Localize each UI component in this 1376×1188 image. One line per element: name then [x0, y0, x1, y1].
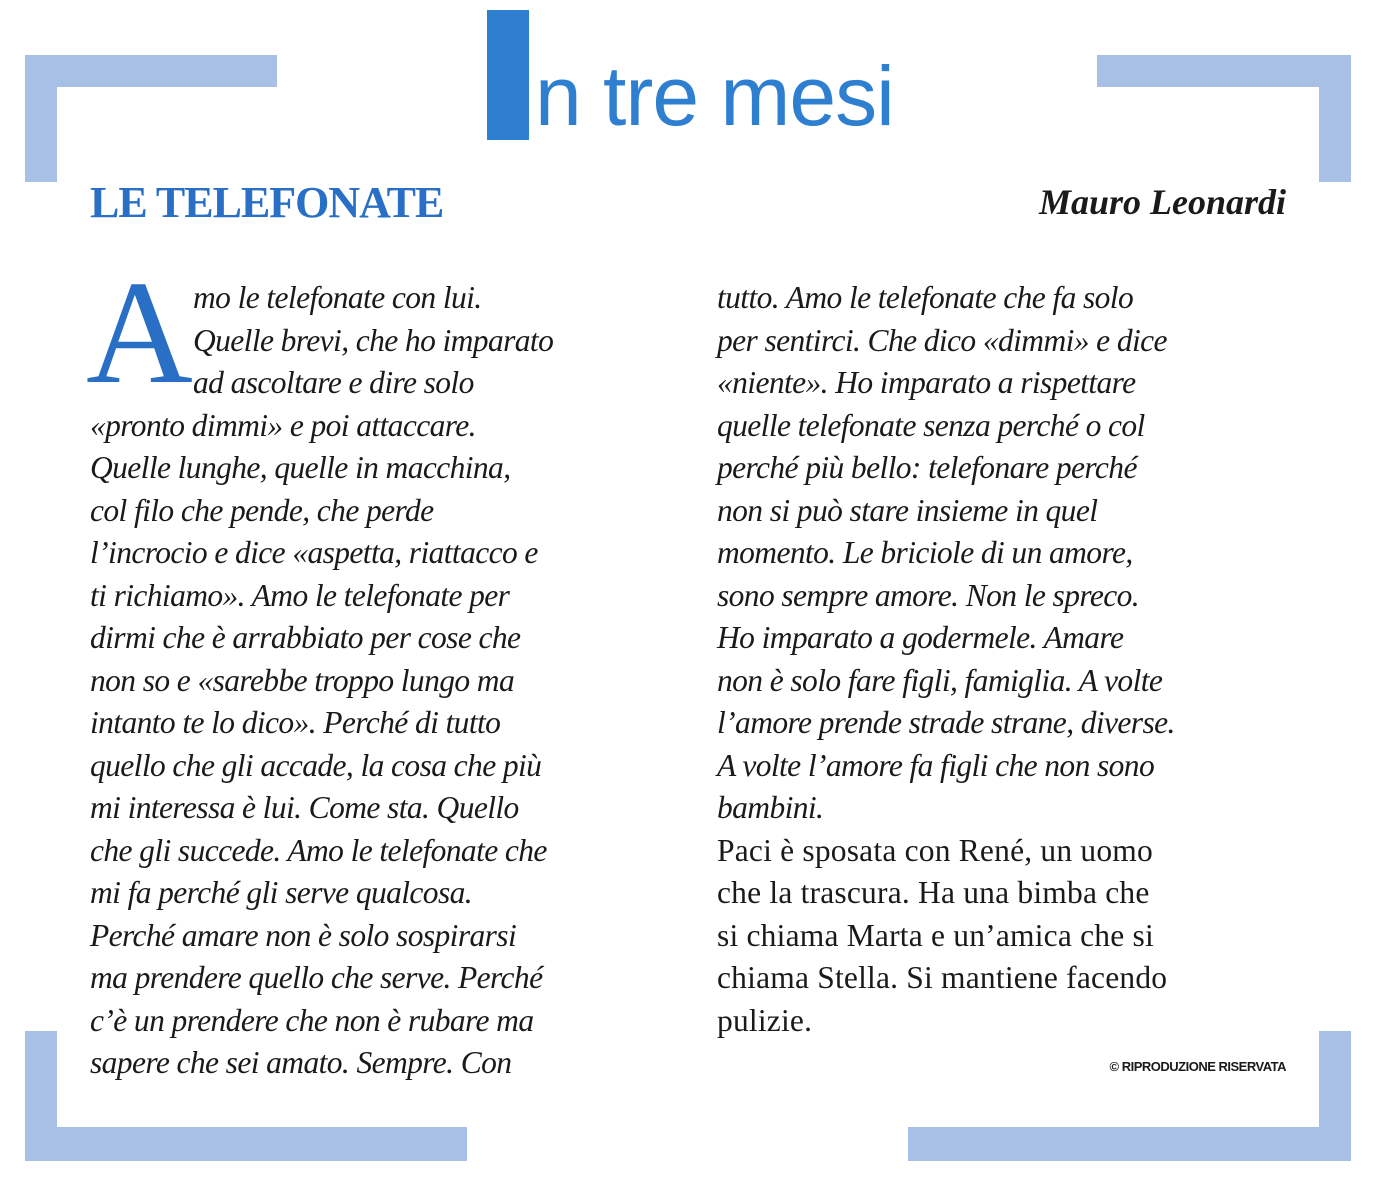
article-line: intanto te lo dico». Perché di tutto: [90, 705, 501, 740]
article-line: Perché amare non è solo sospirarsi: [90, 917, 517, 953]
article-line: l’incrocio e dice «aspetta, riattacco e: [90, 535, 538, 570]
article-column-left: [86, 251, 662, 1085]
article-line: Ho imparato a godermele. Amare: [717, 620, 1124, 655]
article-line: Paci è sposata con René, un uomo: [717, 832, 1153, 868]
frame-bracket-top-left-h: [25, 55, 277, 87]
article-line: che la trascura. Ha una bimba che: [717, 875, 1150, 910]
article-line: col filo che pende, che perde: [90, 492, 434, 528]
frame-bracket-bottom-right-h: [908, 1127, 1351, 1161]
article-line: ti richiamo». Amo le telefonate per: [90, 577, 510, 613]
article-line: mo le telefonate con lui.: [193, 280, 482, 315]
article-line: si chiama Marta e un’amica che si: [717, 917, 1154, 953]
article-line: ad ascoltare e dire solo: [193, 365, 474, 400]
copyright-notice: © RIPRODUZIONE RISERVATA: [1109, 1059, 1286, 1074]
article-line: tutto. Amo le telefonate che fa solo: [717, 280, 1134, 315]
frame-bracket-top-right-v: [1319, 55, 1351, 182]
article-line: quelle telefonate senza perché o col: [717, 407, 1145, 443]
frame-bracket-bottom-left-h: [25, 1127, 467, 1161]
article-line: l’amore prende strade strane, diverse.: [717, 705, 1175, 740]
article-line: sapere che sei amato. Sempre. Con: [90, 1045, 512, 1080]
article-line: che gli succede. Amo le telefonate che: [90, 832, 547, 868]
article-line: c’è un prendere che non è rubare ma: [90, 1002, 534, 1038]
article-line: mi interessa è lui. Come sta. Quello: [90, 790, 519, 825]
article-line: dirmi che è arrabbiato per cose che: [90, 620, 521, 655]
article-line: chiama Stella. Si mantiene facendo: [717, 960, 1168, 995]
author-byline: Mauro Leonardi: [1038, 182, 1286, 222]
article-line: pulizie.: [717, 1002, 813, 1038]
article-line: per sentirci. Che dico «dimmi» e dice: [717, 322, 1167, 358]
article-line: bambini.: [717, 790, 824, 825]
article-line: quello che gli accade, la cosa che più: [90, 747, 542, 783]
frame-bracket-top-left-v: [25, 55, 57, 182]
article-line: perché più bello: telefonare perché: [717, 450, 1137, 485]
article-line: non si può stare insieme in quel: [717, 492, 1098, 528]
section-title: LE TELEFONATE: [90, 178, 444, 227]
article-line: non è solo fare figli, famiglia. A volte: [717, 662, 1163, 698]
drop-cap: A: [86, 251, 194, 415]
article-line: ma prendere quello che serve. Perché: [90, 960, 543, 995]
article-line: «pronto dimmi» e poi attaccare.: [90, 407, 476, 443]
frame-bracket-top-right-h: [1097, 55, 1351, 87]
article-line: mi fa perché gli serve qualcosa.: [90, 875, 473, 910]
article-line: «niente». Ho imparato a rispettare: [717, 365, 1136, 400]
article-column-right: [717, 277, 1289, 1042]
article-line: Quelle brevi, che ho imparato: [193, 322, 554, 358]
column-masthead: [487, 8, 894, 143]
article-line: non so e «sarebbe troppo lungo ma: [90, 662, 515, 698]
article-line: momento. Le briciole di un amore,: [717, 535, 1133, 570]
masthead-initial-bar: [487, 10, 529, 140]
article-line: Quelle lunghe, quelle in macchina,: [90, 450, 511, 485]
masthead-title: n tre mesi: [535, 49, 894, 143]
article-line: A volte l’amore fa figli che non sono: [717, 747, 1155, 783]
article-line: sono sempre amore. Non le spreco.: [717, 577, 1140, 613]
